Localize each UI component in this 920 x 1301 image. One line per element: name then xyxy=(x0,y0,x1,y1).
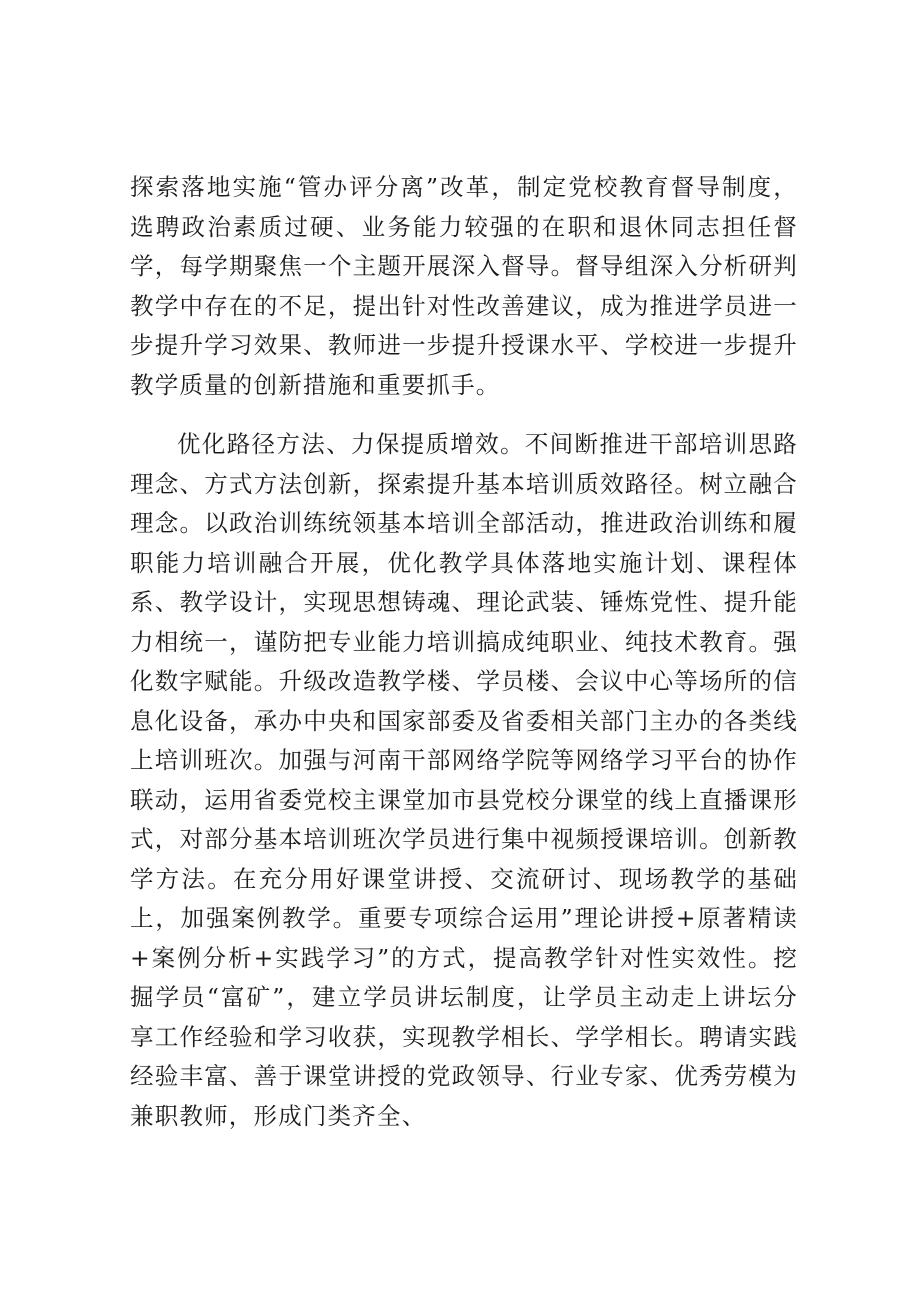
paragraph-optimize-path: 优化路径方法、力保提质增效。不间断推进干部培训思路理念、方式方法创新，探索提升基本培训质效路径。树立融合理念。以政治训练统领基本培训全部活动，推进政治训练和履职能力培训融合开展，优化教学具体落地实施计划、课程体系、教学设计，实现思想铸魂、理论武装、锤炼党性、提升能力相统一，谨防把专业能力培训搞成纯职业、纯技术教育。强化数字赋能。升级改造教学楼、学员楼、会议中心等场所的信息化设备，承办中央和国家部委及省委相关部门主办的各类线上培训班次。加强与河南干部网络学院等网络学习平台的协作联动，运用省委党校主课堂加市县党校分课堂的线上直播课形式，对部分基本培训班次学员进行集中视频授课培训。创新教学方法。在充分用好课堂讲授、交流研讨、现场教学的基础上，加强案例教学。重要专项综合运用”理论讲授+原著精读+案例分析+实践学习”的方式，提高教学针对性实效性。挖掘学员“富矿”，建立学员讲坛制度，让学员主动走上讲坛分享工作经验和学习收获，实现教学相长、学学相长。聘请实践经验丰富、善于课堂讲授的党政领导、行业专家、优秀劳模为兼职教师，形成门类齐全、 xyxy=(130,430,798,1130)
paragraph-supervision: 探索落地实施“管办评分离”改革，制定党校教育督导制度，选聘政治素质过硬、业务能力较强的在职和退休同志担任督学，每学期聚焦一个主题开展深入督导。督导组深入分析研判教学中存在的不足，提出针对性改善建议，成为推进学员进一步提升学习效果、教师进一步提升授课水平、学校进一步提升教学质量的创新措施和重要抓手。 xyxy=(130,173,798,399)
